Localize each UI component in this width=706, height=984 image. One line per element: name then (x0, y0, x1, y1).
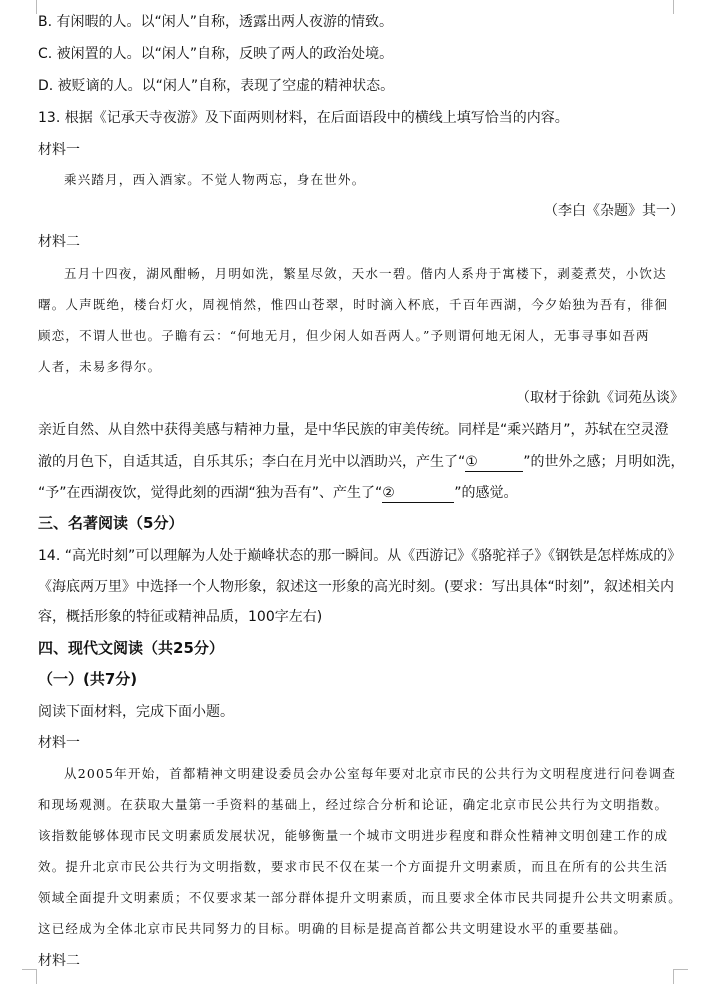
q14-line: 《海底两万里》中选择一个人物形象，叙述这一形象的高光时刻。(要求：写出具体“时刻”，叙述相关内 (38, 579, 674, 595)
blank-2-number: ② (382, 485, 395, 501)
section4-material1-line: 这已经成为全体北京市民共同努力的目标。明确的目标是提高首都公共文明建设水平的重要基础。 (38, 921, 628, 936)
q13-material2-line: 曙。人声既绝，楼台灯火，周视悄然，惟四山苍翠，时时滴入杯底，千百年西湖，今夕始独为吾有，徘徊 (38, 297, 669, 312)
answer-blank-2[interactable] (382, 484, 454, 503)
q13-material2-line: 顾恋，不谓人世也。子瞻有云：“何地无月，但少闲人如吾两人。”予则谓何地无闲人，无事寻事如吾两 (38, 328, 650, 343)
q13-material2-line: 人者，未易多得尔。 (38, 359, 162, 374)
q13-material1-source: （李白《杂题》其一） (544, 203, 684, 219)
option-b: B. 有闲暇的人。以“闲人”自称，透露出两人夜游的情致。 (38, 14, 394, 30)
section4-material2-label: 材料二 (38, 953, 80, 969)
section4-material1-label: 材料一 (38, 735, 80, 751)
q13-paragraph-line (38, 483, 518, 503)
q13-material2-label: 材料二 (38, 234, 80, 250)
q13-material1-label: 材料一 (38, 142, 80, 158)
section4-material1-line: 和现场观测。在获取大量第一手资料的基础上，经过综合分析和论证，确定北京市民公共行为文明指数。 (38, 797, 669, 812)
section4-material1-line: 领域全面提升文明素质；不仅要求某一部分群体提升文明素质，而且要求全体市民共同提升公共文明素质。 (38, 890, 682, 905)
q14-line: 容，概括形象的特征或精神品质，100字左右) (38, 609, 323, 625)
q14-line: 14. “高光时刻”可以理解为人处于巅峰状态的那一瞬间。从《西游记》《骆驼祥子》《钢铁是怎样炼成的》 (38, 548, 682, 564)
section3-heading: 三、名著阅读（5分） (38, 514, 184, 532)
section4-material1-line: 效。提升北京市民公共行为文明指数，要求市民不仅在某一个方面提升文明素质，而且在所有的公共生活 (38, 859, 669, 874)
section4-material1-line: 从2005年开始，首都精神文明建设委员会办公室每年要对北京市民的公共行为文明程度进行问卷调查 (64, 766, 677, 781)
section4-heading: 四、现代文阅读（共25分） (38, 639, 224, 657)
option-c: C. 被闲置的人。以“闲人”自称，反映了两人的政治处境。 (38, 46, 394, 62)
q13-paragraph-text: ”的世外之感；月明如洗， (523, 454, 685, 470)
option-d: D. 被贬谪的人。以“闲人”自称，表现了空虚的精神状态。 (38, 78, 395, 94)
q13-stem: 13. 根据《记承天寺夜游》及下面两则材料，在后面语段中的横线上填写恰当的内容。 (38, 110, 569, 126)
q13-paragraph-text: “予”在西湖夜饮，觉得此刻的西湖“独为吾有”、产生了“ (38, 485, 383, 501)
section4-subheading: （一）(共7分) (38, 670, 138, 688)
blank-1-number: ① (465, 454, 478, 470)
crop-mark-top-right (673, 0, 688, 14)
q13-paragraph-text: 澈的月色下，自适其适，自乐其乐；李白在月光中以酒助兴，产生了“ (38, 454, 466, 470)
crop-mark-top-left (22, 0, 37, 14)
section4-material1-line: 该指数能够体现市民文明素质发展状况，能够衡量一个城市文明进步程度和群众性精神文明创建工作的成 (38, 828, 669, 843)
q13-paragraph-line (38, 452, 685, 472)
q13-material2-source: （取材于徐釚《词苑丛谈》 (516, 390, 684, 406)
answer-blank-1[interactable] (465, 453, 523, 472)
q13-material2-line: 五月十四夜，湖风酣畅，月明如洗，繁星尽敛，天水一碧。偕内人系舟于寓楼下，剥菱煮芡，小饮达 (64, 266, 667, 281)
section4-instruction: 阅读下面材料，完成下面小题。 (38, 704, 234, 720)
q13-paragraph-text: ”的感觉。 (454, 485, 518, 501)
q13-paragraph-line: 亲近自然、从自然中获得美感与精神力量，是中华民族的审美传统。同样是“乘兴踏月”，苏轼在空灵澄 (38, 422, 669, 438)
q13-material1-text: 乘兴踏月，西入酒家。不觉人物两忘，身在世外。 (64, 172, 366, 187)
crop-mark-bottom-right (673, 969, 688, 984)
crop-mark-bottom-left (22, 969, 37, 984)
